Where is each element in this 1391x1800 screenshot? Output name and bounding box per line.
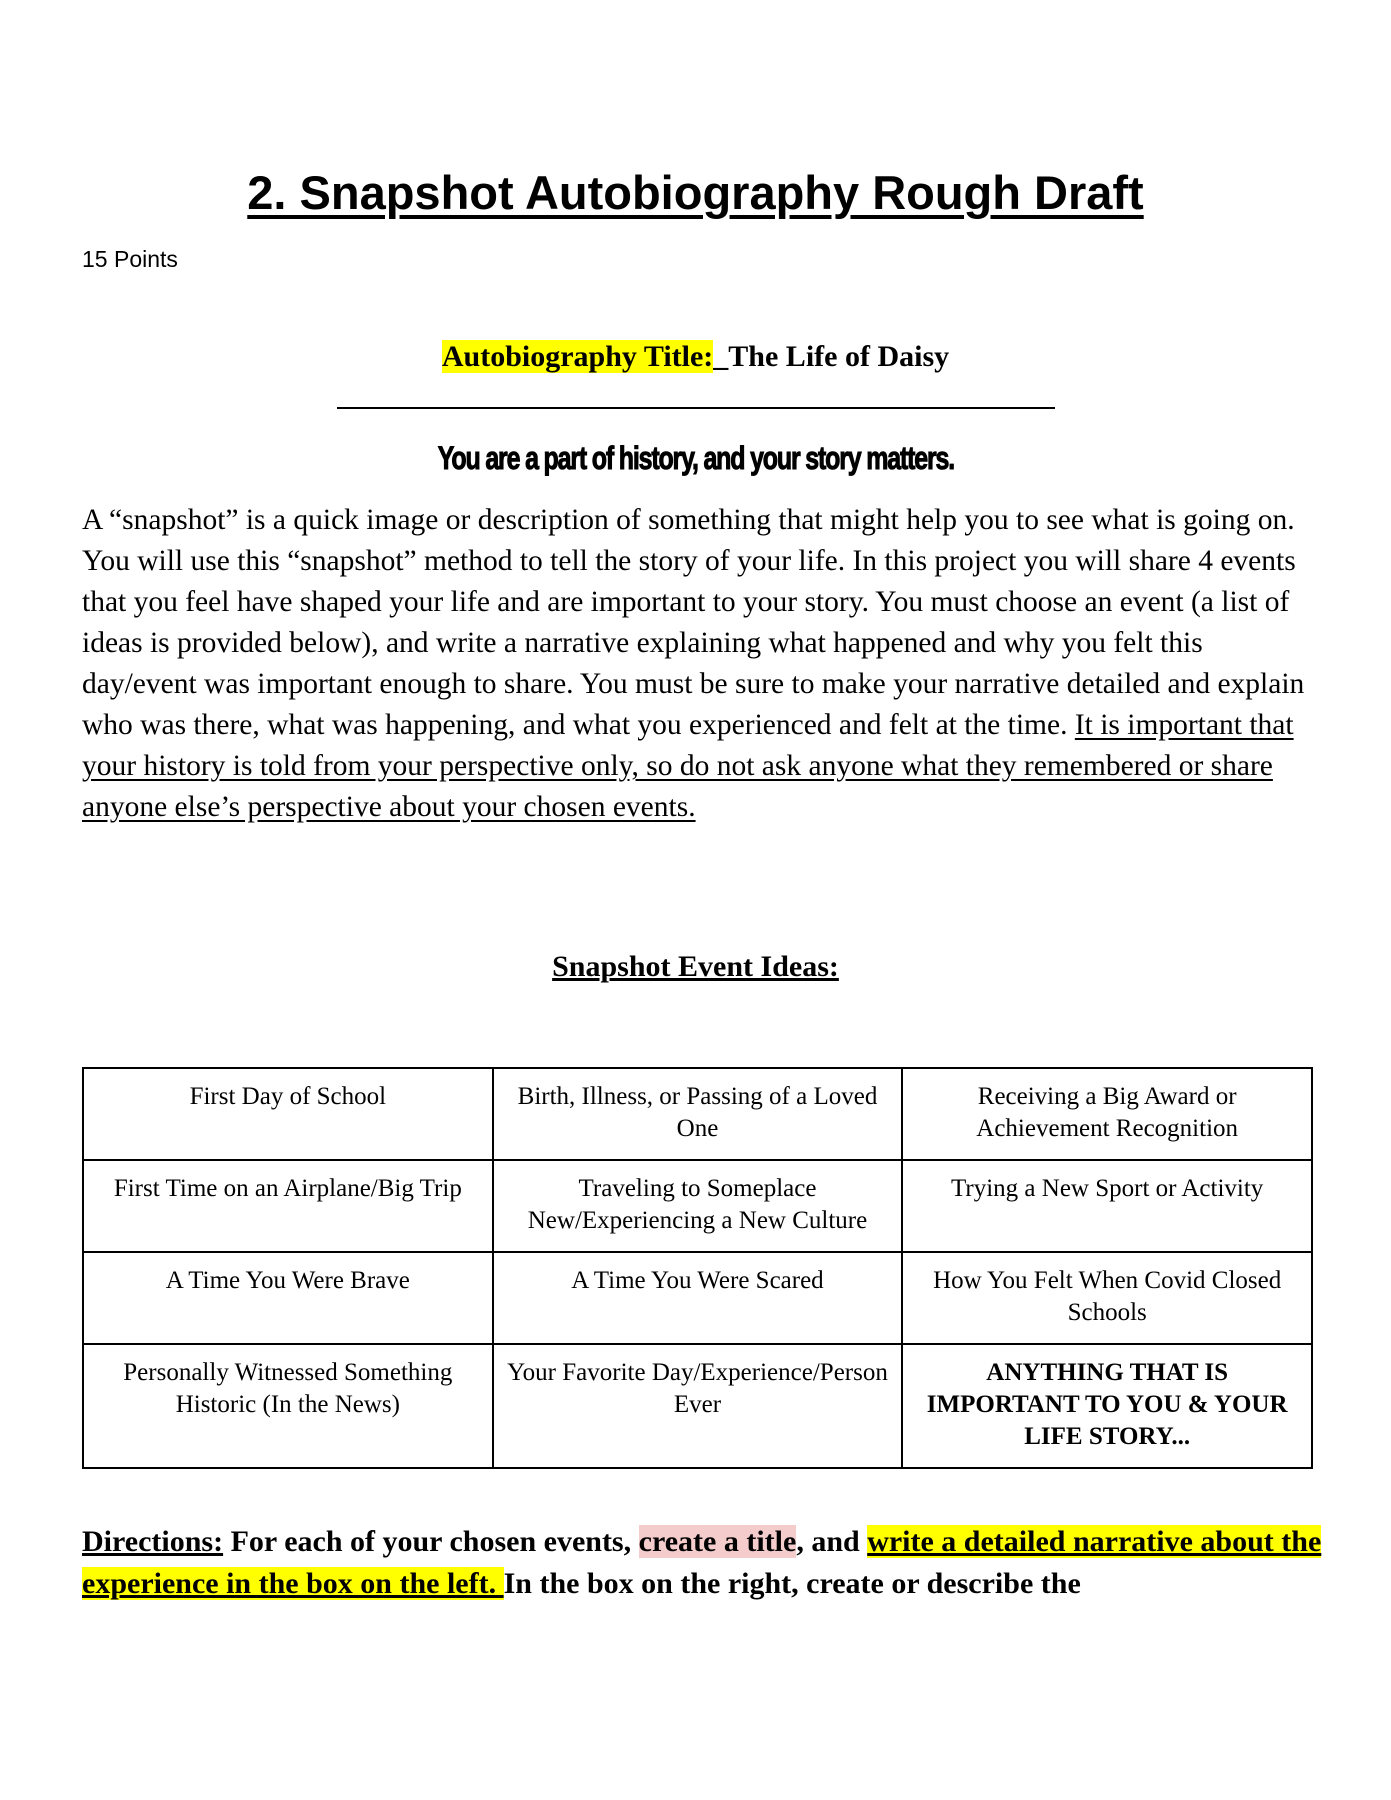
- directions-text: For each of your chosen events,: [223, 1525, 639, 1558]
- slogan-text: You are a part of history, and your story matters.: [437, 440, 954, 476]
- table-cell: Trying a New Sport or Activity: [902, 1160, 1312, 1252]
- intro-underlined-text: It is important that your history is told from your perspective only, so do not ask anyone what they remembered or share anyone else’s perspective about your chosen events.: [82, 709, 1294, 823]
- slogan: [0, 440, 1391, 477]
- table-cell: Receiving a Big Award or Achievement Recognition: [902, 1068, 1312, 1160]
- table-cell: A Time You Were Brave: [83, 1252, 493, 1344]
- title-underline-rule: [337, 407, 1055, 409]
- autobiography-title-label: Autobiography Title:: [441, 340, 714, 373]
- ideas-heading: Snapshot Event Ideas:: [552, 950, 839, 983]
- directions-label: Directions:: [82, 1525, 224, 1558]
- intro-text: A “snapshot” is a quick image or description of something that might help you to see what is going on. You will use this “snapshot” method to tell the story of your life. In this project you will share 4 events that you feel have shaped your life and are important to your story. You must choose an event (a list of ideas is provided below), and write a narrative explaining what happened and why you felt this day/event was important enough to share. You must be sure to make your narrative detailed and explain who was there, what was happening, and what you experienced and felt at the time.: [82, 504, 1305, 741]
- table-cell: How You Felt When Covid Closed Schools: [902, 1252, 1312, 1344]
- table-row: [83, 1252, 1312, 1344]
- directions: [82, 1521, 1342, 1605]
- table-cell: A Time You Were Scared: [493, 1252, 903, 1344]
- table-cell: Personally Witnessed Something Historic (In the News): [83, 1344, 493, 1468]
- directions-highlight-narrative: write a detailed narrative about the experience in the box on the left.: [82, 1525, 1322, 1600]
- autobiography-title-value: _The Life of Daisy: [713, 340, 950, 373]
- points-label: 15 Points: [82, 246, 178, 272]
- ideas-table: [82, 1067, 1313, 1469]
- table-cell: ANYTHING THAT IS IMPORTANT TO YOU & YOUR LIFE STORY...: [902, 1344, 1312, 1468]
- document-title: 2. Snapshot Autobiography Rough Draft: [247, 166, 1144, 219]
- table-row: [83, 1160, 1312, 1252]
- directions-text: In the box on the right, create or describe the: [503, 1567, 1081, 1600]
- table-cell: First Day of School: [83, 1068, 493, 1160]
- table-row: [83, 1068, 1312, 1160]
- directions-text: , and: [796, 1525, 868, 1558]
- table-cell: Birth, Illness, or Passing of a Loved One: [493, 1068, 903, 1160]
- table-cell: First Time on an Airplane/Big Trip: [83, 1160, 493, 1252]
- table-row: [83, 1344, 1312, 1468]
- directions-highlight-title: create a title: [638, 1525, 797, 1558]
- intro-paragraph: [82, 500, 1322, 828]
- table-cell: Traveling to Someplace New/Experiencing a New Culture: [493, 1160, 903, 1252]
- autobiography-title: [0, 340, 1391, 374]
- table-cell: Your Favorite Day/Experience/Person Ever: [493, 1344, 903, 1468]
